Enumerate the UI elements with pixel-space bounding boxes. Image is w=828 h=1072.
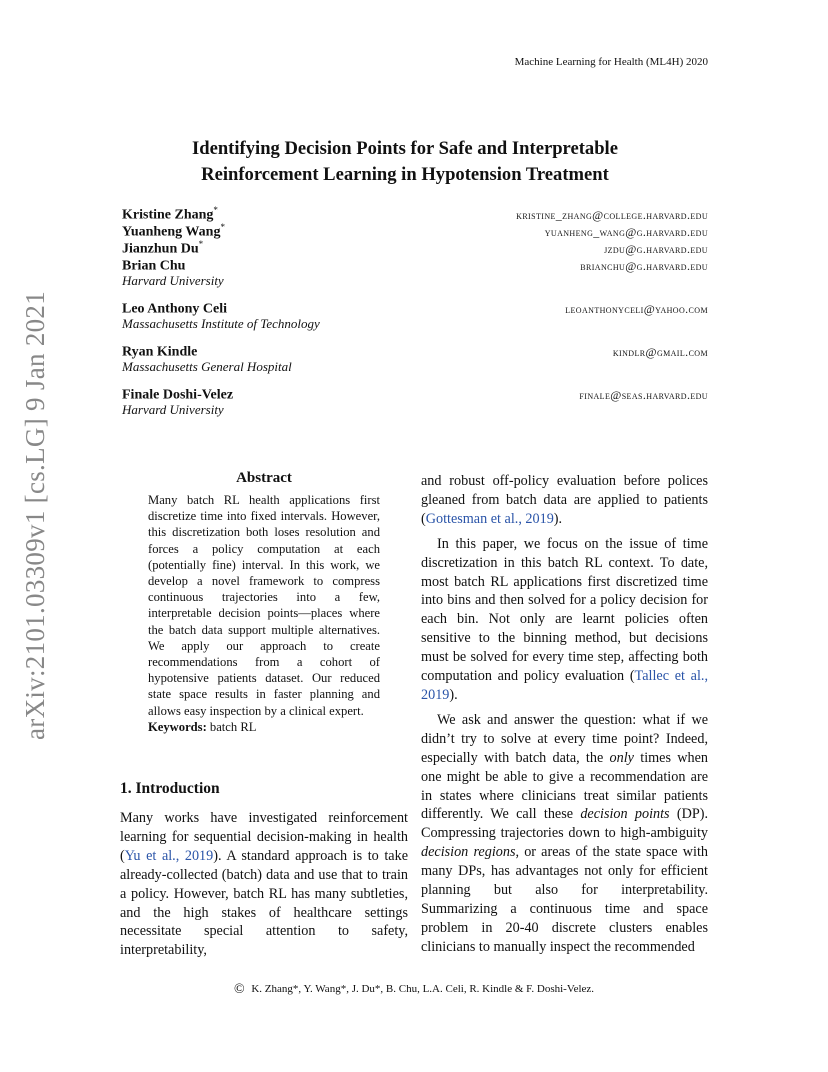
author-row xyxy=(122,222,708,239)
paragraph: We ask and answer the question: what if we didn’t try to solve at every time point? Indeed, especially with batch data, the only times when one might be able to give a recommendation are in states where clinicians treat similar patients differently. We call these decision points (DP). Compressing trajectories down to high-ambiguity decision regions, or areas of the state space with many DPs, has advantages not only for efficient planning but also for interpretability. Summarizing a continuous time and space problem in 20-40 discrete clusters enables clinicians to manually inspect the recommended xyxy=(421,711,708,955)
author-block xyxy=(122,205,708,422)
author-row xyxy=(122,239,708,256)
venue-header: Machine Learning for Health (ML4H) 2020 xyxy=(514,56,708,68)
keywords-value: batch RL xyxy=(209,719,257,734)
author-email[interactable]: brianchu@g.harvard.edu xyxy=(580,258,708,273)
author-row xyxy=(122,256,708,273)
author-name: Brian Chu xyxy=(122,258,186,274)
author-name: Finale Doshi-Velez xyxy=(122,387,234,403)
author-email[interactable]: leoanthonyceli@yahoo.com xyxy=(565,301,708,316)
intro-paragraph: Many works have investigated reinforcement learning for sequential decision-making in health (Yu et al., 2019). A standard approach is to take already-collected (batch) data and use that to train a policy. However, batch RL has many subtleties, and the high stakes of healthcare settings necessitate special attention to safety, interpretability, xyxy=(120,810,408,959)
copyright-icon: © xyxy=(233,982,245,997)
author-email[interactable]: yuanheng_wang@g.harvard.edu xyxy=(544,224,708,239)
author-email[interactable]: finale@seas.harvard.edu xyxy=(579,387,708,402)
author-affiliation: Harvard University xyxy=(122,273,224,288)
abstract-text: Many batch RL health applications first discretize time into fixed intervals. However, this discretization both loses resolution and forces a policy computation at each (potentially fine) interval. In this work, we develop a novel framework to compress continuous trajectories into a few, interpretable decision points—places where the batch data support multiple alternatives. We apply our approach to create recommendations from a cohort of hypotensive patients dataset. Our reduced state space results in faster planning and allows easy inspection by a clinical expert. xyxy=(148,493,380,718)
paper-title xyxy=(110,136,700,188)
author-affiliation: Harvard University xyxy=(122,402,224,417)
author-name: Leo Anthony Celi xyxy=(122,301,228,317)
copyright-footer xyxy=(0,982,828,998)
paragraph: In this paper, we focus on the issue of time discretization in this batch RL context. To date, most batch RL applications first discretized time into bins and then solved for a policy decision for each bin. Not only are learnt policies often sensitive to the binning method, but decisions must be solved for every time step, affecting both computation and policy evaluation (Tallec et al., 2019). xyxy=(421,535,708,703)
author-affiliation: Massachusetts Institute of Technology xyxy=(122,316,320,331)
author-email[interactable]: kristine_zhang@college.harvard.edu xyxy=(516,207,708,222)
author-name: Kristine Zhang* xyxy=(122,205,218,223)
author-affiliation: Massachusetts General Hospital xyxy=(122,359,292,374)
abstract-body xyxy=(148,492,380,735)
author-name: Ryan Kindle xyxy=(122,344,198,360)
author-row xyxy=(122,385,708,402)
author-row xyxy=(122,342,708,359)
citation-link[interactable]: Gottesman et al., 2019 xyxy=(425,510,554,527)
title-line-1: Identifying Decision Points for Safe and Interpretable xyxy=(192,138,618,159)
citation-link[interactable]: Yu et al., 2019 xyxy=(124,847,214,864)
author-name: Jianzhun Du* xyxy=(122,239,204,257)
author-email[interactable]: jzdu@g.harvard.edu xyxy=(604,241,708,256)
author-row xyxy=(122,299,708,316)
paragraph: and robust off-policy evaluation before polices gleaned from batch data are applied to patients (Gottesman et al., 2019). xyxy=(421,473,708,527)
keywords-label: Keywords: xyxy=(148,719,207,734)
arxiv-identifier: arXiv:2101.03309v1 [cs.LG] 9 Jan 2021 xyxy=(20,290,50,740)
author-name: Yuanheng Wang* xyxy=(122,222,225,240)
right-column xyxy=(421,472,708,957)
section-heading-introduction: 1. Introduction xyxy=(120,780,220,797)
author-row xyxy=(122,205,708,222)
citation-link[interactable]: Tallec et al., 2019 xyxy=(421,668,708,703)
abstract-heading: Abstract xyxy=(236,470,292,486)
footer-authors: K. Zhang*, Y. Wang*, J. Du*, B. Chu, L.A. Celi, R. Kindle & F. Doshi-Velez. xyxy=(251,983,595,995)
title-line-2: Reinforcement Learning in Hypotension Treatment xyxy=(201,164,609,185)
author-email[interactable]: kindlr@gmail.com xyxy=(612,344,708,359)
